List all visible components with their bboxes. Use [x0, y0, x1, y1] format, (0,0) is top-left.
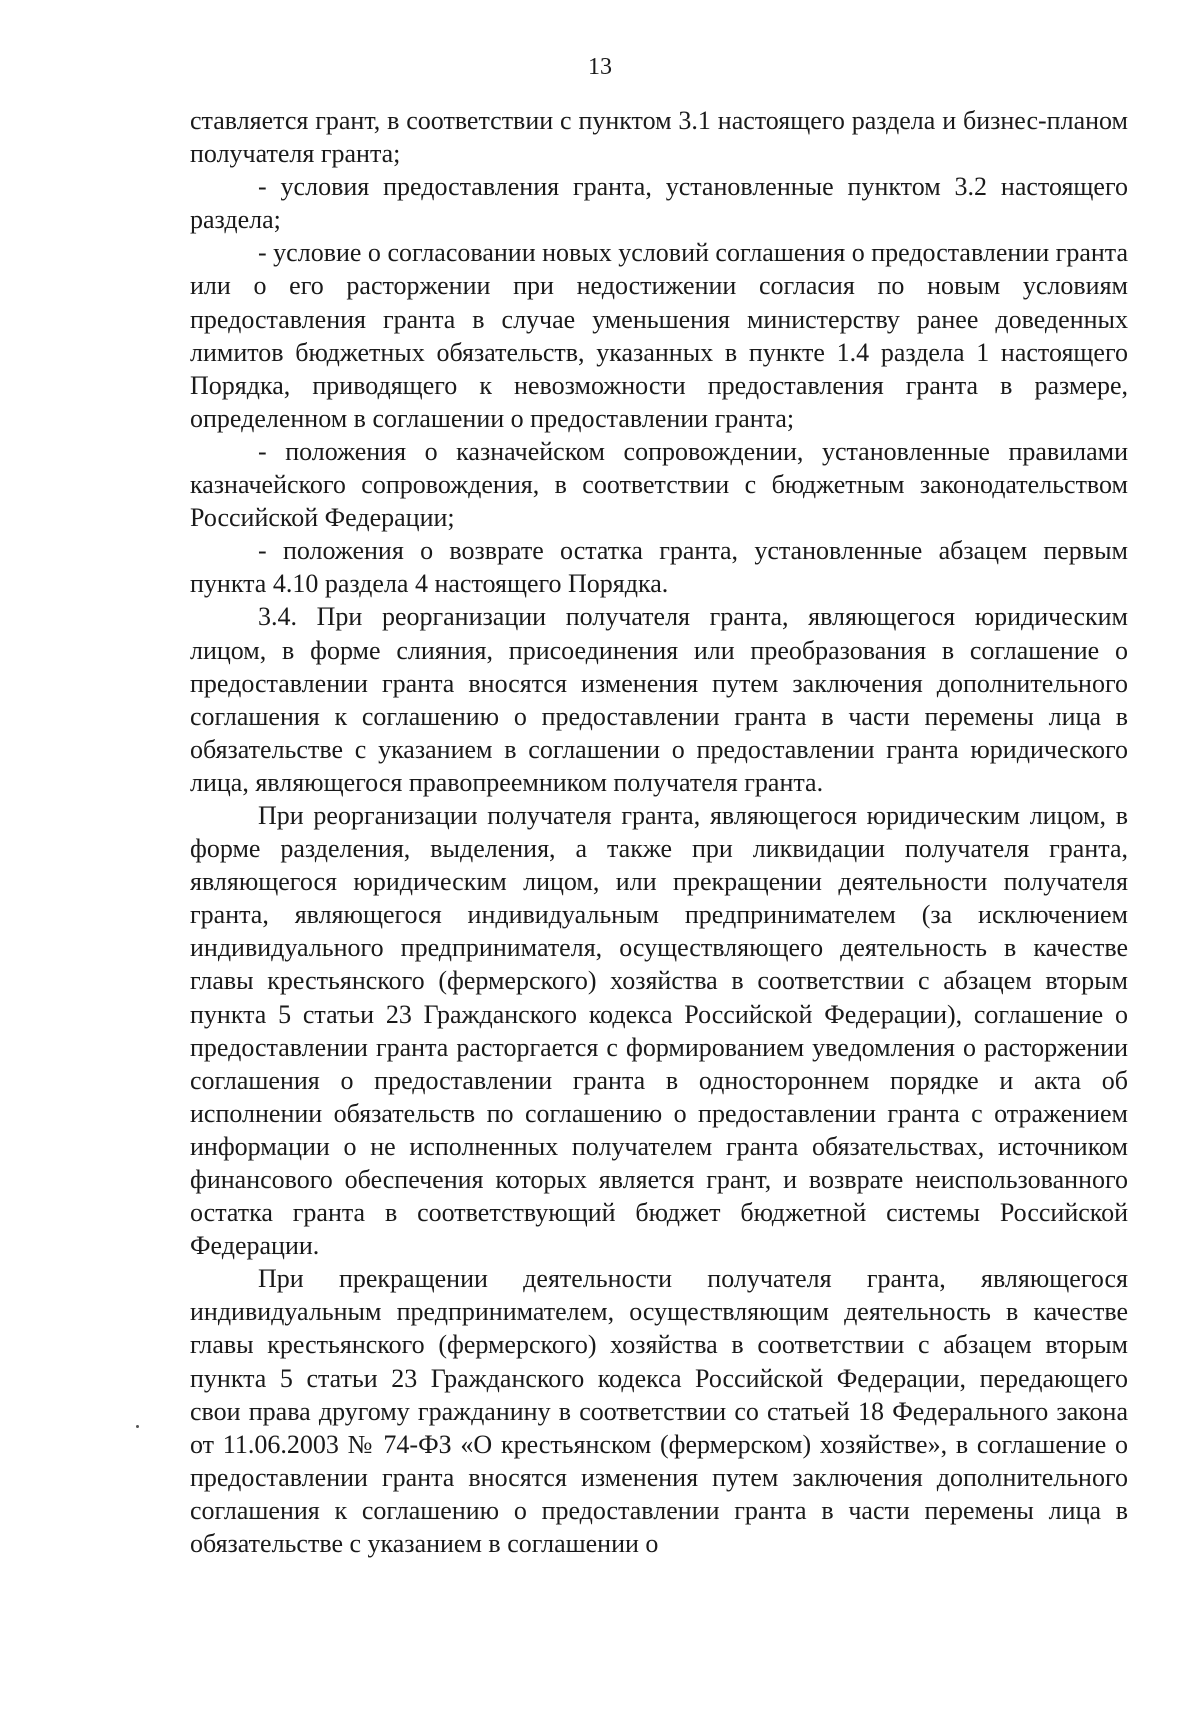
document-body: [190, 104, 1128, 1560]
scan-speck: [136, 1425, 139, 1428]
paragraph-reorganization-division: При реорганизации получателя гранта, являющегося юридическим лицом, в форме разделения, выделения, а также при ликвидации получателя гранта, являющегося юридическим лицом, или прекращении деятельности получателя гранта, являющегося индивидуальным предпринимателем (за исключением индивидуального предпринимателя, осуществляющего деятельность в качестве главы крестьянского (фермерского) хозяйства в соответствии с абзацем вторым пункта 5 статьи 23 Гражданского кодекса Российской Федерации), соглашение о предоставлении гранта расторгается с формированием уведомления о расторжении соглашения о предоставлении гранта в одностороннем порядке и акта об исполнении обязательств по соглашению о предоставлении гранта с отражением информации о не исполненных получателем гранта обязательствах, источником финансового обеспечения которых является грант, и возврате неиспользованного остатка гранта в соответствующий бюджет бюджетной системы Российской Федерации.: [190, 800, 1128, 1261]
paragraph-section-3-4: 3.4. При реорганизации получателя гранта, являющегося юридическим лицом, в форме слияния, присоединения или преобразования в соглашение о предоставлении гранта вносятся изменения путем заключения дополнительного соглашения к соглашению о предоставлении гранта в части перемены лица в обязательстве с указанием в соглашении о предоставлении гранта юридического лица, являющегося правопреемником получателя гранта.: [190, 602, 1128, 797]
paragraph-termination-entrepreneur: При прекращении деятельности получателя гранта, являющегося индивидуальным предпринимателем, осуществляющим деятельность в качестве главы крестьянского (фермерского) хозяйства в соответствии с абзацем вторым пункта 5 статьи 23 Гражданского кодекса Российской Федерации, передающего свои права другому гражданину в соответствии со статьей 18 Федерального закона от 11.06.2003 № 74-ФЗ «О крестьянском (фермерском) хозяйстве», в соглашение о предоставлении гранта вносятся изменения путем заключения дополнительного соглашения к соглашению о предоставлении гранта в части перемены лица в обязательстве с указанием в соглашении о: [190, 1264, 1128, 1559]
list-item-agreement-renegotiation: - условие о согласовании новых условий соглашения о предоставлении гранта или о его расторжении при недостижении согласия по новым условиям предоставления гранта в случае уменьшения министерству ранее доведенных лимитов бюджетных обязательств, указанных в пункте 1.4 раздела 1 настоящего Порядка, приводящего к невозможности предоставления гранта в размере, определенном в соглашении о предоставлении гранта;: [190, 238, 1128, 433]
paragraph-continuation: ставляется грант, в соответствии с пунктом 3.1 настоящего раздела и бизнес-планом получателя гранта;: [190, 106, 1128, 169]
page-number: 13: [588, 54, 612, 80]
list-item-grant-refund: - положения о возврате остатка гранта, установленные абзацем первым пункта 4.10 раздела 4 настоящего Порядка.: [190, 536, 1128, 599]
list-item-treasury-support: - положения о казначейском сопровождении, установленные правилами казначейского сопровождения, в соответствии с бюджетным законодательством Российской Федерации;: [190, 436, 1128, 533]
list-item-grant-conditions: - условия предоставления гранта, установленные пунктом 3.2 настоящего раздела;: [190, 172, 1128, 235]
